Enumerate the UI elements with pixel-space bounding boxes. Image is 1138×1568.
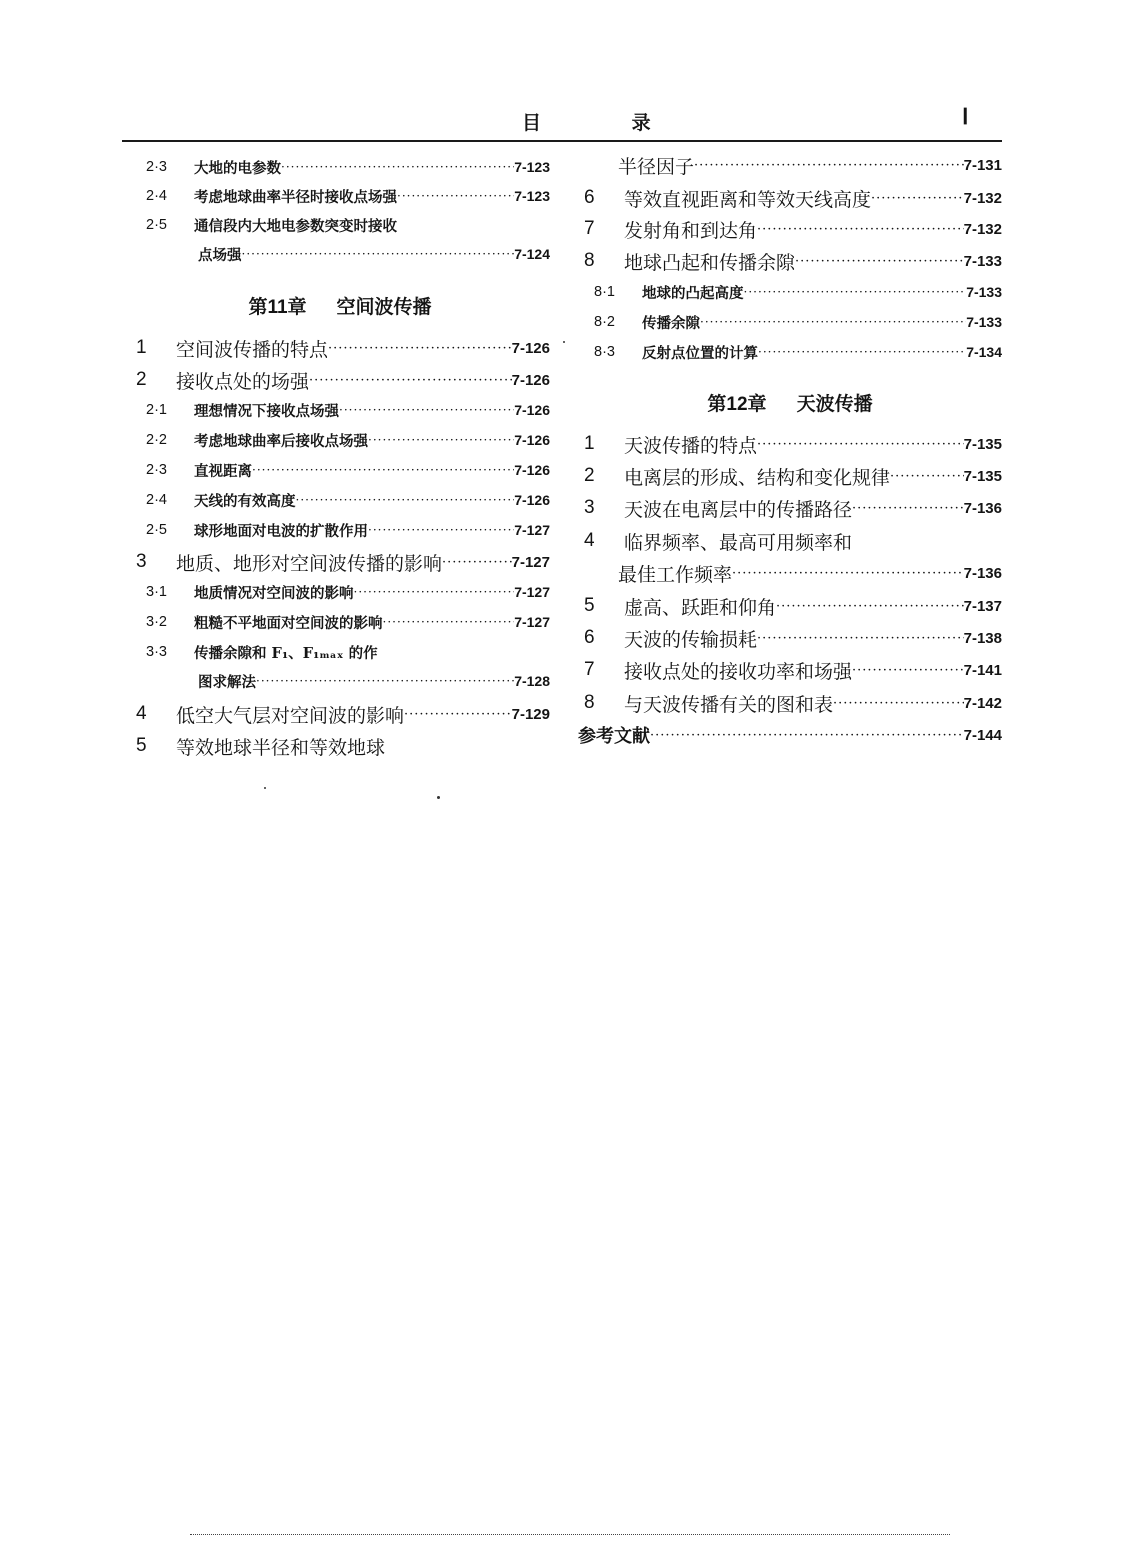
toc-title: 大地的电参数 [194,159,281,177]
toc-page: 7-126 [514,462,550,478]
toc-page: 7-136 [963,499,1002,517]
leader-dots [757,437,964,452]
toc-number: 5 [136,735,147,756]
toc-page: 7-126 [514,432,550,448]
toc-title: 接收点处的场强 [176,370,310,393]
toc-title: 天线的有效高度 [194,492,296,510]
toc-references [578,721,1002,749]
toc-entry [130,516,550,544]
leader-dots [758,345,966,359]
header-page-number: Ⅰ [962,104,969,129]
toc-title: 等效地球半径和等效地球 [176,736,386,759]
leader-dots [256,674,514,688]
leader-dots [252,463,514,477]
toc-number: 8·1 [594,284,615,300]
toc-entry [130,486,550,514]
chapter-heading [130,292,550,319]
toc-number: 4 [136,703,147,724]
toc-entry-continuation [578,151,1002,179]
toc-number: 4 [584,530,595,551]
toc-page: 7-124 [514,246,550,262]
toc-number: 8·3 [594,344,615,360]
leader-dots [871,191,964,206]
toc-entry [578,215,1002,243]
toc-entry [578,184,1002,212]
toc-title: 反射点位置的计算 [642,344,758,362]
toc-number: 6 [584,627,595,648]
leader-dots [732,566,964,581]
leader-dots [852,663,964,678]
scan-speck [437,796,440,799]
toc-number: 3·2 [146,614,167,630]
toc-number: 5 [584,595,595,616]
toc-number: 2·2 [146,432,167,448]
toc-number: 1 [136,337,147,358]
toc-number: 3·3 [146,644,167,660]
toc-number: 8·2 [594,314,615,330]
leader-dots [309,373,512,388]
toc-title: 低空大气层对空间波的影响 [176,704,405,727]
toc-page: 7-129 [511,705,550,723]
toc-entry [578,247,1002,275]
toc-number: 2·5 [146,522,167,538]
toc-title: 天波的传输损耗 [624,628,758,651]
toc-entry [130,456,550,484]
scan-speck [563,341,565,343]
toc-title: 点场强 [198,246,242,264]
chapter-heading [578,389,1002,416]
leader-dots [368,433,514,447]
leader-dots [368,523,514,537]
leader-dots [757,222,964,237]
toc-title: 通信段内大地电参数突变时接收 [194,217,397,235]
leader-dots [694,158,964,173]
toc-entry [130,182,550,210]
toc-title: 考虑地球曲率半径时接收点场强 [194,188,397,206]
toc-title: 虚高、跃距和仰角 [624,596,777,619]
leader-dots [700,315,966,329]
leader-dots [328,341,512,356]
toc-number: 7 [584,218,595,239]
toc-page: 7-134 [966,344,1002,360]
toc-number: 1 [584,433,595,454]
toc-page: 7-126 [511,339,550,357]
toc-title: 地质情况对空间波的影响 [194,584,354,602]
toc-entry [578,338,1002,366]
toc-title: 发射角和到达角 [624,219,758,242]
toc-entry [130,366,550,394]
toc-page: 7-131 [963,156,1002,174]
toc-title: 等效直视距离和等效天线高度 [624,188,872,211]
toc-entry-continuation [130,240,550,268]
toc-entry [578,689,1002,717]
toc-page: 7-133 [963,252,1002,270]
toc-entry [578,430,1002,458]
toc-title: 最佳工作频率 [618,563,733,586]
toc-title: 粗糙不平地面对空间波的影响 [194,614,383,632]
toc-page: 7-142 [963,694,1002,712]
toc-page: 7-141 [963,661,1002,679]
toc-number: 7 [584,659,595,680]
toc-number: 2 [584,465,595,486]
toc-page: 7-132 [963,189,1002,207]
toc-entry [130,396,550,424]
chapter-title: 天波传播 [796,394,873,415]
toc-page: 7-144 [963,726,1002,744]
toc-title: 接收点处的接收功率和场强 [624,660,853,683]
toc-entry [130,732,550,760]
toc-title: 直视距离 [194,462,252,480]
toc-entry-continuation [130,667,550,695]
toc-entry [130,426,550,454]
toc-entry [130,548,550,576]
toc-title: 空间波传播的特点 [176,338,329,361]
toc-number: 2·1 [146,402,167,418]
toc-number: 2·3 [146,462,167,478]
toc-page: 7-128 [514,673,550,689]
toc-page: 7-135 [963,467,1002,485]
leader-dots [795,254,964,269]
toc-page: 7-123 [514,188,550,204]
leader-dots [744,285,967,299]
leader-dots [242,247,515,261]
toc-page: 7-126 [511,371,550,389]
toc-entry-continuation [578,559,1002,587]
chapter-label: 第12章 [707,394,767,415]
references-title: 参考文献 [578,726,650,747]
toc-title: 理想情况下接收点场强 [194,402,339,420]
toc-entry [130,578,550,606]
toc-number: 8 [584,692,595,713]
toc-number: 2·4 [146,492,167,508]
toc-number: 2·5 [146,217,167,233]
toc-entry [130,638,550,666]
toc-title: 考虑地球曲率后接收点场强 [194,432,368,450]
toc-page: 7-126 [514,492,550,508]
toc-title: 传播余隙和 F₁、F₁ₘₐₓ 的作 [194,644,378,662]
toc-page: 7-135 [963,435,1002,453]
header-rule [122,140,1002,142]
toc-entry [578,308,1002,336]
chapter-label: 第11章 [248,297,307,318]
leader-dots [339,403,514,417]
toc-title: 地质、地形对空间波传播的影响 [176,552,443,575]
toc-number: 8 [584,250,595,271]
toc-page: 7-133 [966,284,1002,300]
toc-page: 7-123 [514,159,550,175]
chapter-title: 空间波传播 [336,297,432,318]
toc-title: 天波在电离层中的传播路径 [624,498,853,521]
toc-title: 与天波传播有关的图和表 [624,693,834,716]
toc-entry [578,462,1002,490]
header-title: 目 录 [522,112,693,134]
toc-page: 7-137 [963,597,1002,615]
toc-entry [578,624,1002,652]
toc-title: 地球的凸起高度 [642,284,744,302]
leader-dots [757,631,964,646]
toc-page: 7-126 [514,402,550,418]
leader-dots [296,493,515,507]
toc-number: 3 [136,551,147,572]
toc-title: 传播余隙 [642,314,700,332]
toc-title: 电离层的形成、结构和变化规律 [624,466,891,489]
toc-number: 3 [584,497,595,518]
leader-dots [833,696,964,711]
toc-entry [130,211,550,239]
toc-number: 2 [136,369,147,390]
leader-dots [852,501,964,516]
leader-dots [354,585,515,599]
toc-title: 临界频率、最高可用频率和 [624,531,853,554]
toc-number: 3·1 [146,584,167,600]
toc-entry [578,592,1002,620]
toc-title: 地球凸起和传播余隙 [624,251,796,274]
toc-number: 2·3 [146,159,167,175]
scan-speck [264,787,266,789]
toc-entry [578,527,1002,555]
leader-dots [776,599,964,614]
toc-number: 6 [584,187,595,208]
toc-title: 半径因子 [618,155,695,178]
toc-title: 图求解法 [198,673,256,691]
toc-entry [130,608,550,636]
footer-rule [190,1534,950,1535]
toc-entry [130,334,550,362]
toc-page: 7-127 [514,614,550,630]
leader-dots [890,469,964,484]
leader-dots [404,707,512,722]
toc-entry [578,278,1002,306]
toc-page: 7-138 [963,629,1002,647]
toc-title: 球形地面对电波的扩散作用 [194,522,368,540]
toc-entry [130,700,550,728]
leader-dots [397,189,514,203]
toc-page: 7-133 [966,314,1002,330]
toc-entry [578,494,1002,522]
toc-page: 7-127 [514,584,550,600]
leader-dots [650,728,964,743]
leader-dots [442,555,512,570]
toc-title: 天波传播的特点 [624,434,758,457]
toc-number: 2·4 [146,188,167,204]
toc-entry [578,656,1002,684]
leader-dots [383,615,515,629]
toc-entry [130,153,550,181]
toc-page: 7-132 [963,220,1002,238]
toc-page: 7-127 [511,553,550,571]
leader-dots [281,160,514,174]
toc-page: 7-136 [963,564,1002,582]
toc-page: 7-127 [514,522,550,538]
